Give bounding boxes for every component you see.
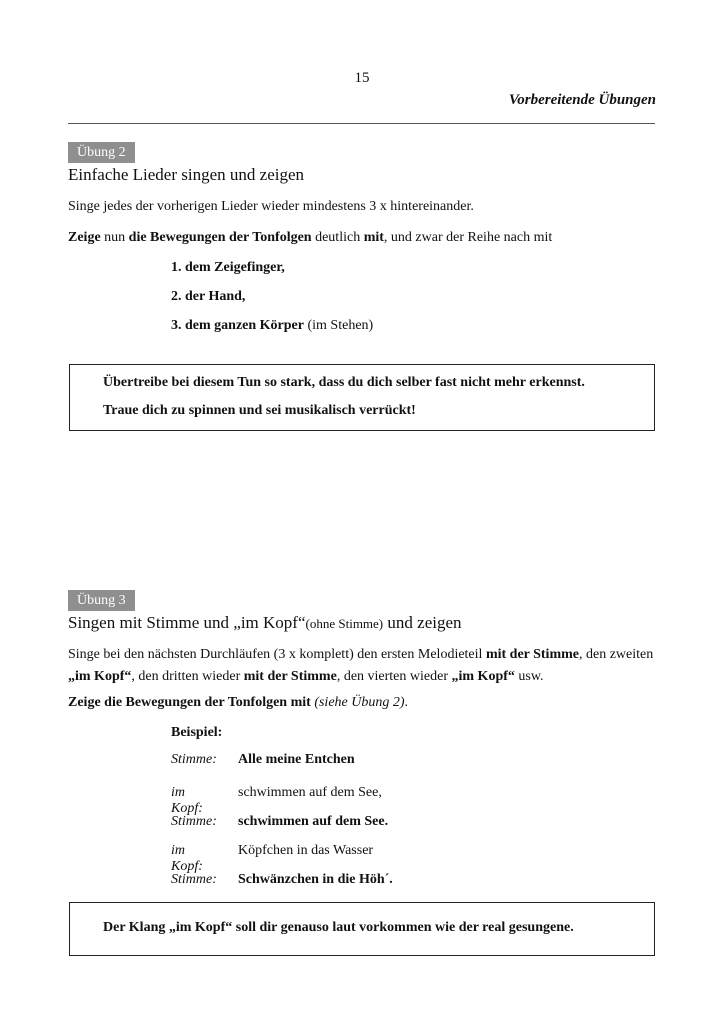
header-divider — [68, 123, 655, 124]
note-line-1: Der Klang „im Kopf“ soll dir genauso laut vorkommen wie der real gesungene. — [103, 920, 574, 935]
exercise-2-title: Einfache Lieder singen und zeigen — [68, 165, 305, 184]
exercise-2-instruction — [68, 227, 552, 249]
title-text: Singen mit Stimme und „im Kopf“ — [68, 613, 306, 632]
text: , den zweiten — [579, 647, 654, 662]
title-text: und zeigen — [383, 613, 462, 632]
list-item-text: 1. dem Zeigefinger, — [171, 260, 285, 275]
example-label: im Kopf: — [171, 785, 203, 816]
example-heading — [171, 722, 222, 744]
text-bold: mit der Stimme — [485, 647, 579, 662]
example-text: schwimmen auf dem See. — [238, 814, 389, 829]
note-line-2: Traue dich zu spinnen und sei musikalisch verrückt! — [103, 403, 416, 418]
example-label: Stimme: — [171, 872, 217, 887]
list-item-3 — [171, 315, 373, 337]
text: usw. — [514, 669, 544, 684]
list-item-2 — [171, 286, 245, 308]
page-number: 15 — [354, 70, 370, 86]
example-label: im Kopf: — [171, 843, 203, 874]
example-label: Stimme: — [171, 752, 217, 767]
running-header: Vorbereitende Übungen — [508, 92, 656, 108]
text: Singe bei den nächsten Durchläufen (3 x komplett) den ersten Melodieteil — [68, 647, 486, 662]
text-bold: Zeige — [68, 230, 101, 245]
text-italic: (siehe Übung 2) — [314, 695, 405, 710]
example-text: Alle meine Entchen — [238, 752, 355, 767]
list-item-1 — [171, 257, 285, 279]
example-text: schwimmen auf dem See, — [238, 785, 382, 800]
exercise-2-intro: Singe jedes der vorherigen Lieder wieder mindestens 3 x hintereinander. — [68, 199, 474, 214]
exercise-3-paragraph — [68, 644, 658, 688]
text-bold: Zeige die Bewegungen der Tonfolgen mit — [68, 695, 311, 710]
list-item-note: (im Stehen) — [303, 318, 374, 333]
exercise-2-note-box — [69, 364, 655, 431]
list-item-text: 3. dem ganzen Körper — [171, 318, 304, 333]
exercise-3-note-box — [69, 902, 655, 956]
text: . — [404, 695, 409, 710]
text-bold: die Bewegungen der Tonfolgen — [128, 230, 312, 245]
text: nun — [100, 230, 129, 245]
example-heading-text: Beispiel: — [171, 725, 223, 740]
title-note: (ohne Stimme) — [305, 616, 384, 631]
list-item-text: 2. der Hand, — [171, 289, 246, 304]
exercise-3-title — [68, 613, 462, 633]
text-bold: mit der Stimme — [243, 669, 337, 684]
exercise-3-badge: Übung 3 — [68, 590, 135, 611]
text-bold: „im Kopf“ — [451, 669, 515, 684]
example-text: Schwänzchen in die Höh´. — [238, 872, 393, 887]
example-text: Köpfchen in das Wasser — [238, 843, 374, 858]
text: , und zwar der Reihe nach mit — [383, 230, 553, 245]
exercise-2-badge: Übung 2 — [68, 142, 135, 163]
note-line-1: Übertreibe bei diesem Tun so stark, dass du dich selber fast nicht mehr erkennst. — [103, 375, 585, 390]
text: deutlich — [311, 230, 364, 245]
exercise-3-instruction — [68, 692, 408, 714]
example-label: Stimme: — [171, 814, 217, 829]
text: , den vierten wieder — [336, 669, 452, 684]
text-bold: mit — [363, 230, 384, 245]
text-bold: „im Kopf“ — [68, 669, 132, 684]
text: , den dritten wieder — [131, 669, 244, 684]
